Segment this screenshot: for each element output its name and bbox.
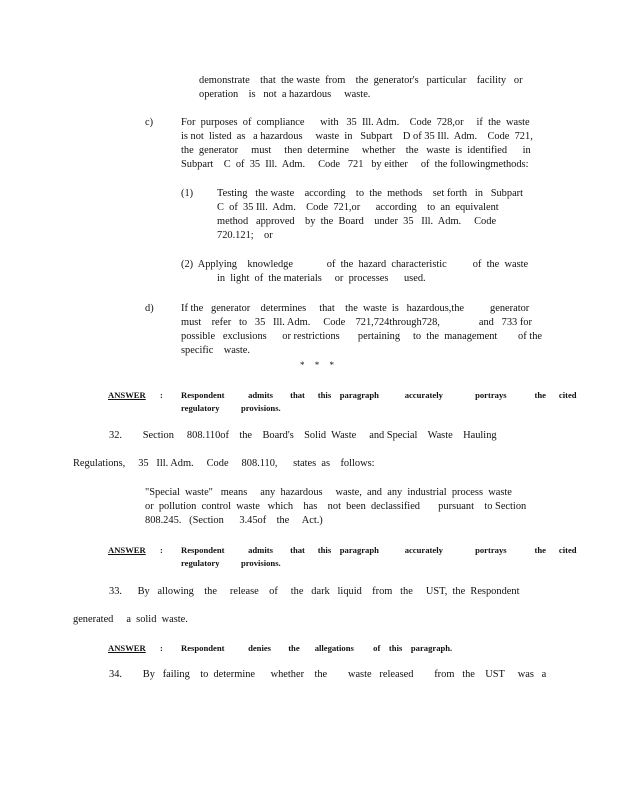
answer-3-colon: : (160, 643, 163, 653)
para-34-line-1: 34. By failing to determine whether the waste released from the UST was a (109, 669, 547, 680)
quote-line-3: 808.245. (Section 3.45of the Act.) (145, 515, 323, 526)
sub-1-line-3: method approved by the Board under 35 Ill. Adm. Code (217, 216, 497, 227)
para-32-line-1: 32. Section 808.110of the Board's Solid Waste and Special Waste Hauling (109, 430, 497, 441)
answer-1-text-line-2: regulatory provisions. (181, 403, 281, 413)
answer-2-text-line-1: Respondent admits that this paragraph accurately portrays the cited (181, 545, 577, 555)
item-d-line-4: specific waste. (181, 345, 250, 356)
sub-1-marker: (1) (181, 188, 194, 199)
item-c-line-4: Subpart C of 35 Ill. Adm. Code 721 by either of the followingmethods: (181, 159, 529, 170)
section-break-stars: * * * (300, 360, 338, 370)
item-c-marker: c) (145, 117, 154, 128)
sub-2-line-2: in light of the materials or processes used. (217, 273, 426, 284)
answer-3-text: Respondent denies the allegations of this paragraph. (181, 643, 453, 653)
intro-line-1: demonstrate that the waste from the generator's particular facility or (199, 75, 523, 86)
intro-line-2: operation is not a hazardous waste. (199, 89, 371, 100)
item-c-line-2: is not listed as a hazardous waste in Subpart D of 35 Ill. Adm. Code 721, (181, 131, 533, 142)
sub-1-line-2: C of 35 Ill. Adm. Code 721,or according to an equivalent (217, 202, 499, 213)
sub-2-line-1: (2) Applying knowledge of the hazard characteristic of the waste (181, 259, 529, 270)
answer-2-text-line-2: regulatory provisions. (181, 558, 281, 568)
answer-3-label (108, 642, 146, 654)
sub-1-line-4: 720.121; or (217, 230, 273, 241)
item-d-line-2: must refer to 35 Ill. Adm. Code 721,724through728, and 733 for (181, 317, 532, 328)
quote-line-1: "Special waste" means any hazardous waste, and any industrial process waste (145, 487, 512, 498)
answer-1-text-line-1: Respondent admits that this paragraph accurately portrays the cited (181, 390, 577, 400)
item-c-line-3: the generator must then determine whether the waste is identified in (181, 145, 531, 156)
item-d-line-3: possible exclusions or restrictions pertaining to the management of the (181, 331, 543, 342)
answer-label: ANSWER (108, 643, 146, 653)
quote-line-2: or pollution control waste which has not been declassified pursuant to Section (145, 501, 527, 512)
answer-2-label (108, 544, 146, 556)
answer-label: ANSWER (108, 545, 146, 555)
para-33-line-2: generated a solid waste. (73, 614, 188, 625)
answer-2-colon: : (160, 545, 163, 555)
item-d-marker: d) (145, 303, 154, 314)
item-c-line-1: For purposes of compliance with 35 Ill. Adm. Code 728,or if the waste (181, 117, 530, 128)
item-d-line-1: If the generator determines that the waste is hazardous,the generator (181, 303, 530, 314)
para-33-line-1: 33. By allowing the release of the dark liquid from the UST, the Respondent (109, 586, 520, 597)
answer-1-colon: : (160, 390, 163, 400)
para-32-line-2: Regulations, 35 Ill. Adm. Code 808.110, states as follows: (73, 458, 375, 469)
answer-1-label (108, 389, 146, 401)
sub-1-line-1: Testing the waste according to the methods set forth in Subpart (217, 188, 524, 199)
answer-label: ANSWER (108, 390, 146, 400)
